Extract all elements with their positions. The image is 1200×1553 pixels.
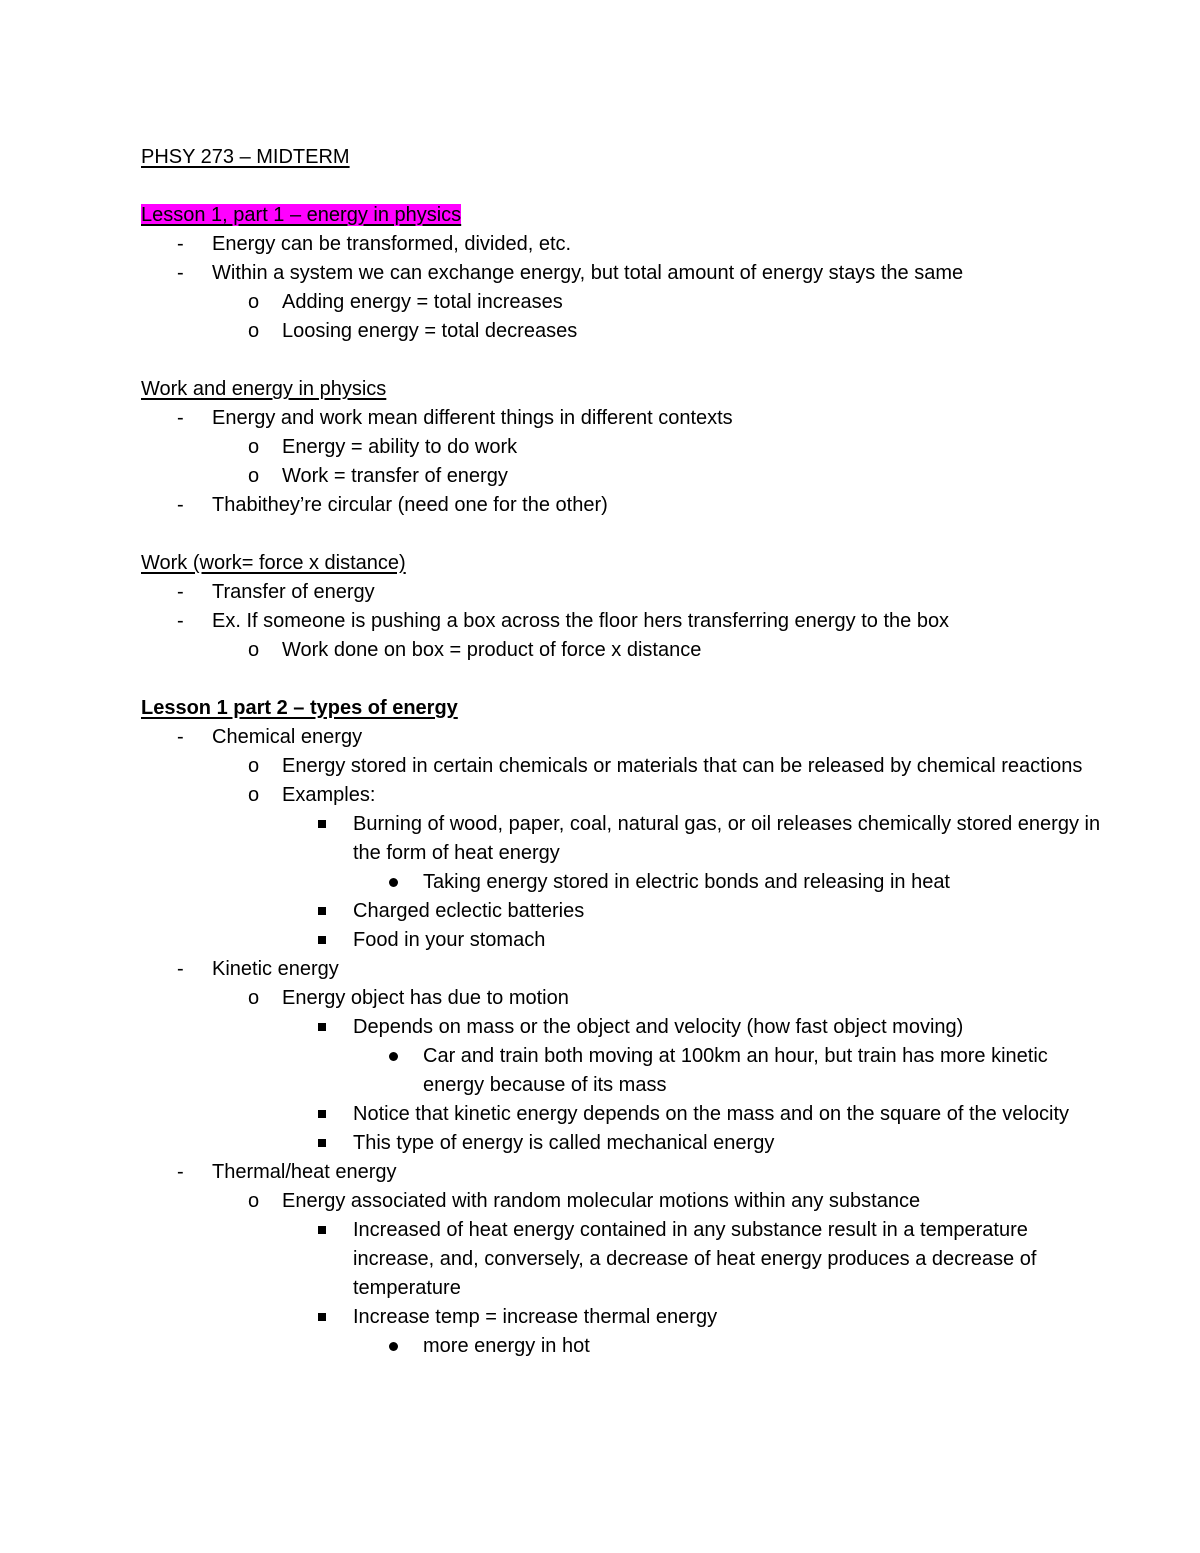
- dash-bullet: -: [177, 233, 184, 255]
- list-item-text: Within a system we can exchange energy, but total amount of energy stays the same: [212, 262, 964, 284]
- list-item-text: Thermal/heat energy: [212, 1161, 397, 1183]
- list-item-text: Food in your stomach: [353, 929, 546, 951]
- list-item: [141, 1332, 1101, 1361]
- list-item-text: Ex. If someone is pushing a box across the floor hers transferring energy to the box: [212, 610, 950, 632]
- circle-bullet: o: [248, 291, 260, 313]
- disc-bullet-icon: [389, 878, 398, 887]
- square-bullet-icon: [318, 1139, 326, 1147]
- list-item: [141, 955, 1101, 984]
- square-bullet-icon: [318, 907, 326, 915]
- square-bullet-icon: [318, 1313, 326, 1321]
- square-bullet-icon: [318, 1023, 326, 1031]
- dash-bullet: -: [177, 581, 184, 603]
- circle-bullet: o: [248, 465, 260, 487]
- square-bullet-icon: [318, 1110, 326, 1118]
- list-item-text: Adding energy = total increases: [282, 291, 563, 313]
- list-item: [141, 259, 1101, 288]
- list-item: [141, 1158, 1101, 1187]
- list-item-text: more energy in hot: [423, 1335, 590, 1357]
- dash-bullet: -: [177, 262, 184, 284]
- list-item: [141, 868, 1101, 897]
- section-heading-text: Lesson 1, part 1 – energy in physics: [141, 204, 462, 226]
- list-item: [141, 810, 1101, 868]
- dash-bullet: -: [177, 494, 184, 516]
- list-item: [141, 607, 1101, 636]
- list-item-text: Energy = ability to do work: [282, 436, 518, 458]
- list-item: [141, 723, 1101, 752]
- list-item: [141, 578, 1101, 607]
- square-bullet-icon: [318, 820, 326, 828]
- list-item-text: Energy can be transformed, divided, etc.: [212, 233, 572, 255]
- dash-bullet: -: [177, 407, 184, 429]
- list-item: [141, 462, 1101, 491]
- circle-bullet: o: [248, 755, 260, 777]
- list-item-text: Car and train both moving at 100km an hour, but train has more kinetic energy because of its mass: [423, 1045, 1048, 1096]
- dash-bullet: -: [177, 958, 184, 980]
- list-item-text: Charged eclectic batteries: [353, 900, 585, 922]
- circle-bullet: o: [248, 1190, 260, 1212]
- list-item: [141, 1216, 1101, 1303]
- list-item-text: Transfer of energy: [212, 581, 375, 603]
- section-heading: Lesson 1 part 2 – types of energy: [141, 697, 458, 719]
- list-item: [141, 1100, 1101, 1129]
- spacer: [141, 520, 1101, 549]
- spacer: [141, 665, 1101, 694]
- list-item: [141, 317, 1101, 346]
- list-item-text: Loosing energy = total decreases: [282, 320, 578, 342]
- dash-bullet: -: [177, 726, 184, 748]
- circle-bullet: o: [248, 784, 260, 806]
- disc-bullet-icon: [389, 1052, 398, 1061]
- spacer: [141, 172, 1101, 201]
- circle-bullet: o: [248, 320, 260, 342]
- document-body: [141, 143, 1101, 1361]
- list-item: [141, 230, 1101, 259]
- list-item: [141, 288, 1101, 317]
- list-item-text: Chemical energy: [212, 726, 363, 748]
- list-item: [141, 1187, 1101, 1216]
- list-item-text: Work done on box = product of force x distance: [282, 639, 702, 661]
- list-item-text: Examples:: [282, 784, 376, 806]
- list-item: [141, 433, 1101, 462]
- list-item-text: Energy stored in certain chemicals or materials that can be released by chemical reactions: [282, 755, 1083, 777]
- list-item-text: Burning of wood, paper, coal, natural gas, or oil releases chemically stored energy in the form of heat energy: [353, 813, 1101, 864]
- section-heading: Work and energy in physics: [141, 378, 387, 400]
- list-item: [141, 781, 1101, 810]
- list-item: [141, 1129, 1101, 1158]
- list-item-text: Thabithey’re circular (need one for the other): [212, 494, 608, 516]
- document-title: PHSY 273 – MIDTERM: [141, 146, 350, 168]
- spacer: [141, 346, 1101, 375]
- circle-bullet: o: [248, 639, 260, 661]
- list-item-text: Notice that kinetic energy depends on the mass and on the square of the velocity: [353, 1103, 1069, 1125]
- square-bullet-icon: [318, 1226, 326, 1234]
- list-item: [141, 897, 1101, 926]
- list-item-text: Energy object has due to motion: [282, 987, 569, 1009]
- list-item-text: This type of energy is called mechanical energy: [353, 1132, 775, 1154]
- list-item-text: Increase temp = increase thermal energy: [353, 1306, 718, 1328]
- section-heading: Work (work= force x distance): [141, 552, 406, 574]
- section-heading: [141, 201, 1101, 230]
- list-item: [141, 1303, 1101, 1332]
- list-item-text: Increased of heat energy contained in any substance result in a temperature increase, and, conversely, a decrease of heat energy produces a decrease of temperature: [353, 1219, 1037, 1299]
- dash-bullet: -: [177, 610, 184, 632]
- list-item-text: Kinetic energy: [212, 958, 339, 980]
- list-item: [141, 752, 1101, 781]
- list-item: [141, 984, 1101, 1013]
- list-item: [141, 1042, 1101, 1100]
- list-item-text: Depends on mass or the object and velocity (how fast object moving): [353, 1016, 964, 1038]
- square-bullet-icon: [318, 936, 326, 944]
- list-item-text: Taking energy stored in electric bonds and releasing in heat: [423, 871, 950, 893]
- list-item-text: Energy and work mean different things in different contexts: [212, 407, 733, 429]
- list-item: [141, 404, 1101, 433]
- list-item-text: Work = transfer of energy: [282, 465, 508, 487]
- dash-bullet: -: [177, 1161, 184, 1183]
- list-item: [141, 636, 1101, 665]
- disc-bullet-icon: [389, 1342, 398, 1351]
- list-item: [141, 1013, 1101, 1042]
- list-item: [141, 926, 1101, 955]
- list-item-text: Energy associated with random molecular motions within any substance: [282, 1190, 921, 1212]
- circle-bullet: o: [248, 987, 260, 1009]
- circle-bullet: o: [248, 436, 260, 458]
- list-item: [141, 491, 1101, 520]
